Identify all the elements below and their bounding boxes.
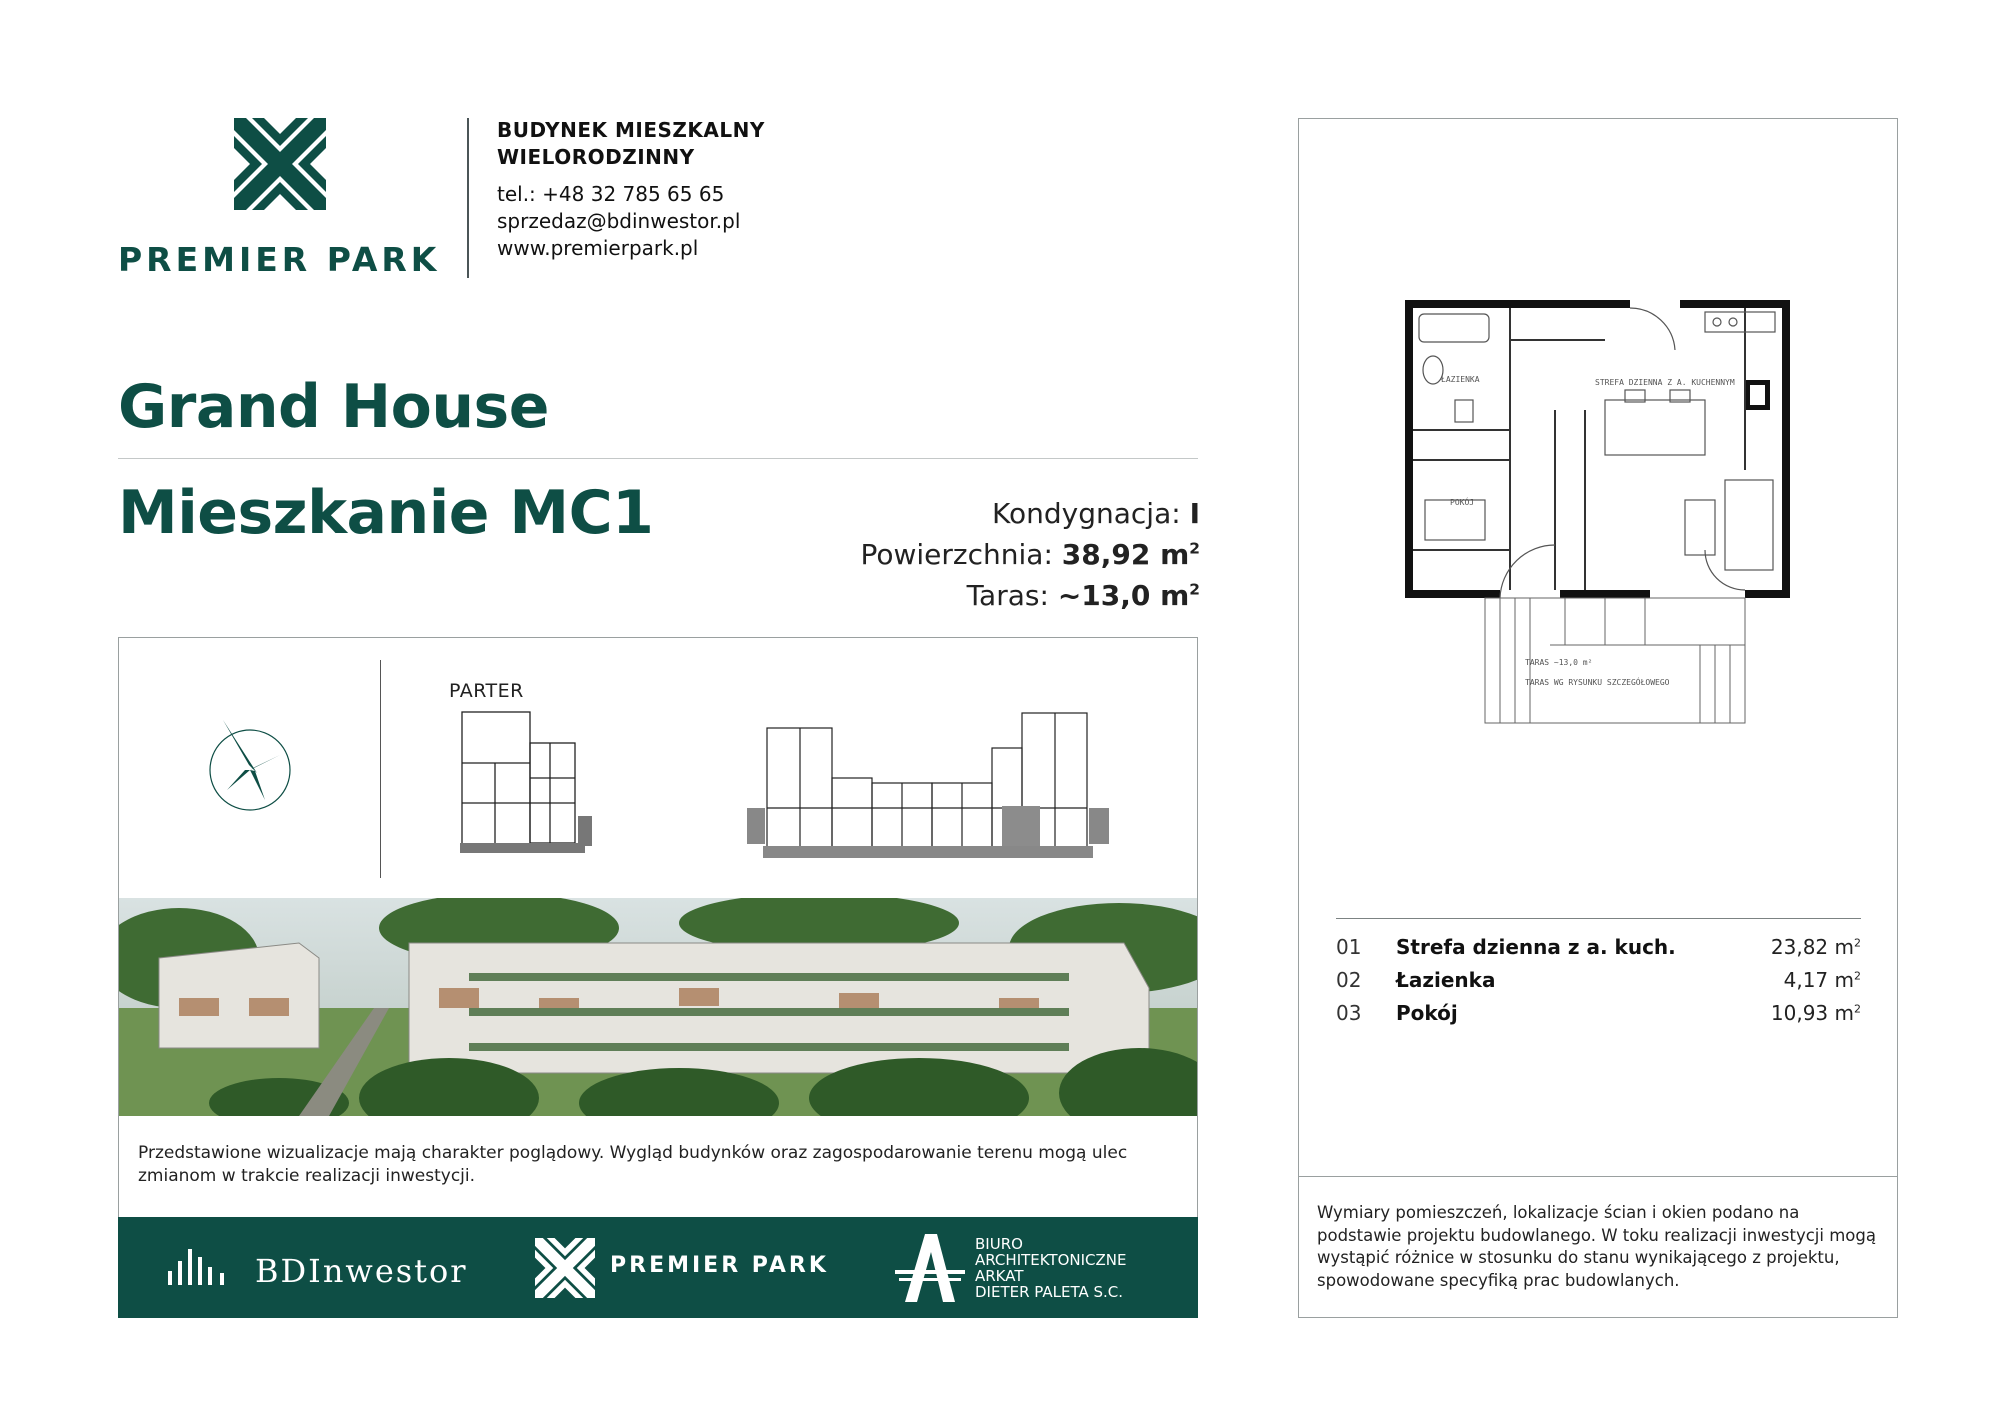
premier-park-footer-text: PREMIER PARK: [610, 1253, 829, 1278]
bdinwestor-logo-text: BDInwestor: [255, 1252, 468, 1290]
room-name: Pokój: [1396, 1000, 1458, 1025]
area-unit-sup: 2: [1189, 539, 1200, 558]
room-area-sup: 2: [1854, 935, 1861, 949]
premier-park-emblem-icon: [234, 118, 326, 210]
fp-label-living: STREFA DZIENNA Z A. KUCHENNYM: [1595, 378, 1735, 387]
room-area-value: 10,93 m: [1770, 1000, 1854, 1025]
table-row: [1336, 930, 1861, 963]
headline-line2: WIELORODZINNY: [497, 145, 695, 169]
parter-label: PARTER: [449, 680, 524, 702]
terrace-unit-sup: 2: [1189, 580, 1200, 599]
header-divider: [467, 118, 469, 278]
floor-label: Kondygnacja:: [992, 497, 1181, 530]
room-name: Łazienka: [1396, 967, 1496, 992]
terrace-value: ~13,0 m: [1057, 579, 1190, 612]
building-title: Grand House: [118, 372, 549, 442]
arkat-line1: BIURO: [975, 1235, 1023, 1253]
room-number: 03: [1336, 1000, 1362, 1025]
terrace-stat: [860, 575, 1200, 616]
floor-value: I: [1189, 497, 1200, 530]
visualization-caption: Przedstawione wizualizacje mają charakter poglądowy. Wygląd budynków oraz zagospodarowanie terenu mogą ulec zmianom w trakcie realizacji inwestycji.: [138, 1143, 1128, 1186]
room-area-sup: 2: [1854, 968, 1861, 982]
terrace-label: Taras:: [966, 579, 1049, 612]
website-link[interactable]: www.premierpark.pl: [497, 236, 699, 260]
room-name: Strefa dzienna z a. kuch.: [1396, 934, 1676, 959]
table-row: [1336, 996, 1861, 1029]
room-number: 02: [1336, 967, 1362, 992]
room-area-value: 4,17 m: [1783, 967, 1854, 992]
area-label: Powierzchnia:: [860, 538, 1053, 571]
table-row: [1336, 963, 1861, 996]
rooms-table: [1336, 930, 1861, 1029]
arkat-logo-icon: [895, 1232, 965, 1304]
phone: tel.: +48 32 785 65 65: [497, 182, 725, 206]
brand-name: PREMIER PARK: [118, 240, 441, 279]
premier-park-logo: [118, 118, 448, 288]
fp-label-terrace: TARAS ~13,0 m²: [1525, 658, 1593, 667]
building-plan-large: [745, 708, 1135, 868]
floor-stat: [860, 493, 1200, 534]
rooms-table-divider: [1336, 918, 1861, 919]
fp-label-room: POKÓJ: [1450, 498, 1475, 507]
room-area-value: 23,82 m: [1770, 934, 1854, 959]
note-divider: [1298, 1176, 1898, 1177]
room-area: [1741, 1001, 1861, 1025]
parter-plan-small: [460, 708, 595, 868]
disclaimer-note: Wymiary pomieszczeń, lokalizacje ścian i okien podano na podstawie projektu budowlanego. W toku realizacji inwestycji mogą wystąpić różnice w stosunku do stanu wynikającego z projektu, spowodowane specyfiką prac budowlanych.: [1317, 1203, 1876, 1290]
fp-label-bathroom: ŁAZIENKA: [1441, 375, 1480, 384]
room-number: 01: [1336, 934, 1362, 959]
apartment-floor-plan: [1405, 300, 1805, 725]
room-area: [1741, 935, 1861, 959]
room-area: [1741, 968, 1861, 992]
area-value: 38,92 m: [1061, 538, 1190, 571]
title-divider: [118, 458, 1198, 459]
arkat-line4: DIETER PALETA S.C.: [975, 1283, 1124, 1301]
site-divider: [380, 660, 381, 878]
arkat-logo-text: [975, 1236, 1127, 1300]
arkat-line2: ARCHITEKTONICZNE: [975, 1251, 1127, 1269]
fp-label-terrace-note: TARAS WG RYSUNKU SZCZEGÓŁOWEGO: [1525, 678, 1670, 687]
headline-line1: BUDYNEK MIESZKALNY: [497, 118, 765, 142]
premier-park-footer-emblem-icon: [535, 1238, 595, 1298]
email-link[interactable]: sprzedaz@bdinwestor.pl: [497, 209, 741, 233]
apartment-title: Mieszkanie MC1: [118, 478, 654, 548]
contact-block: [497, 117, 765, 262]
area-stat: [860, 534, 1200, 575]
arkat-line3: ARKAT: [975, 1267, 1024, 1285]
apartment-stats: [860, 493, 1200, 616]
bdinwestor-bars-icon: [168, 1245, 230, 1285]
building-visualization-image: [119, 898, 1197, 1116]
room-area-sup: 2: [1854, 1001, 1861, 1015]
compass-icon: [205, 715, 295, 815]
